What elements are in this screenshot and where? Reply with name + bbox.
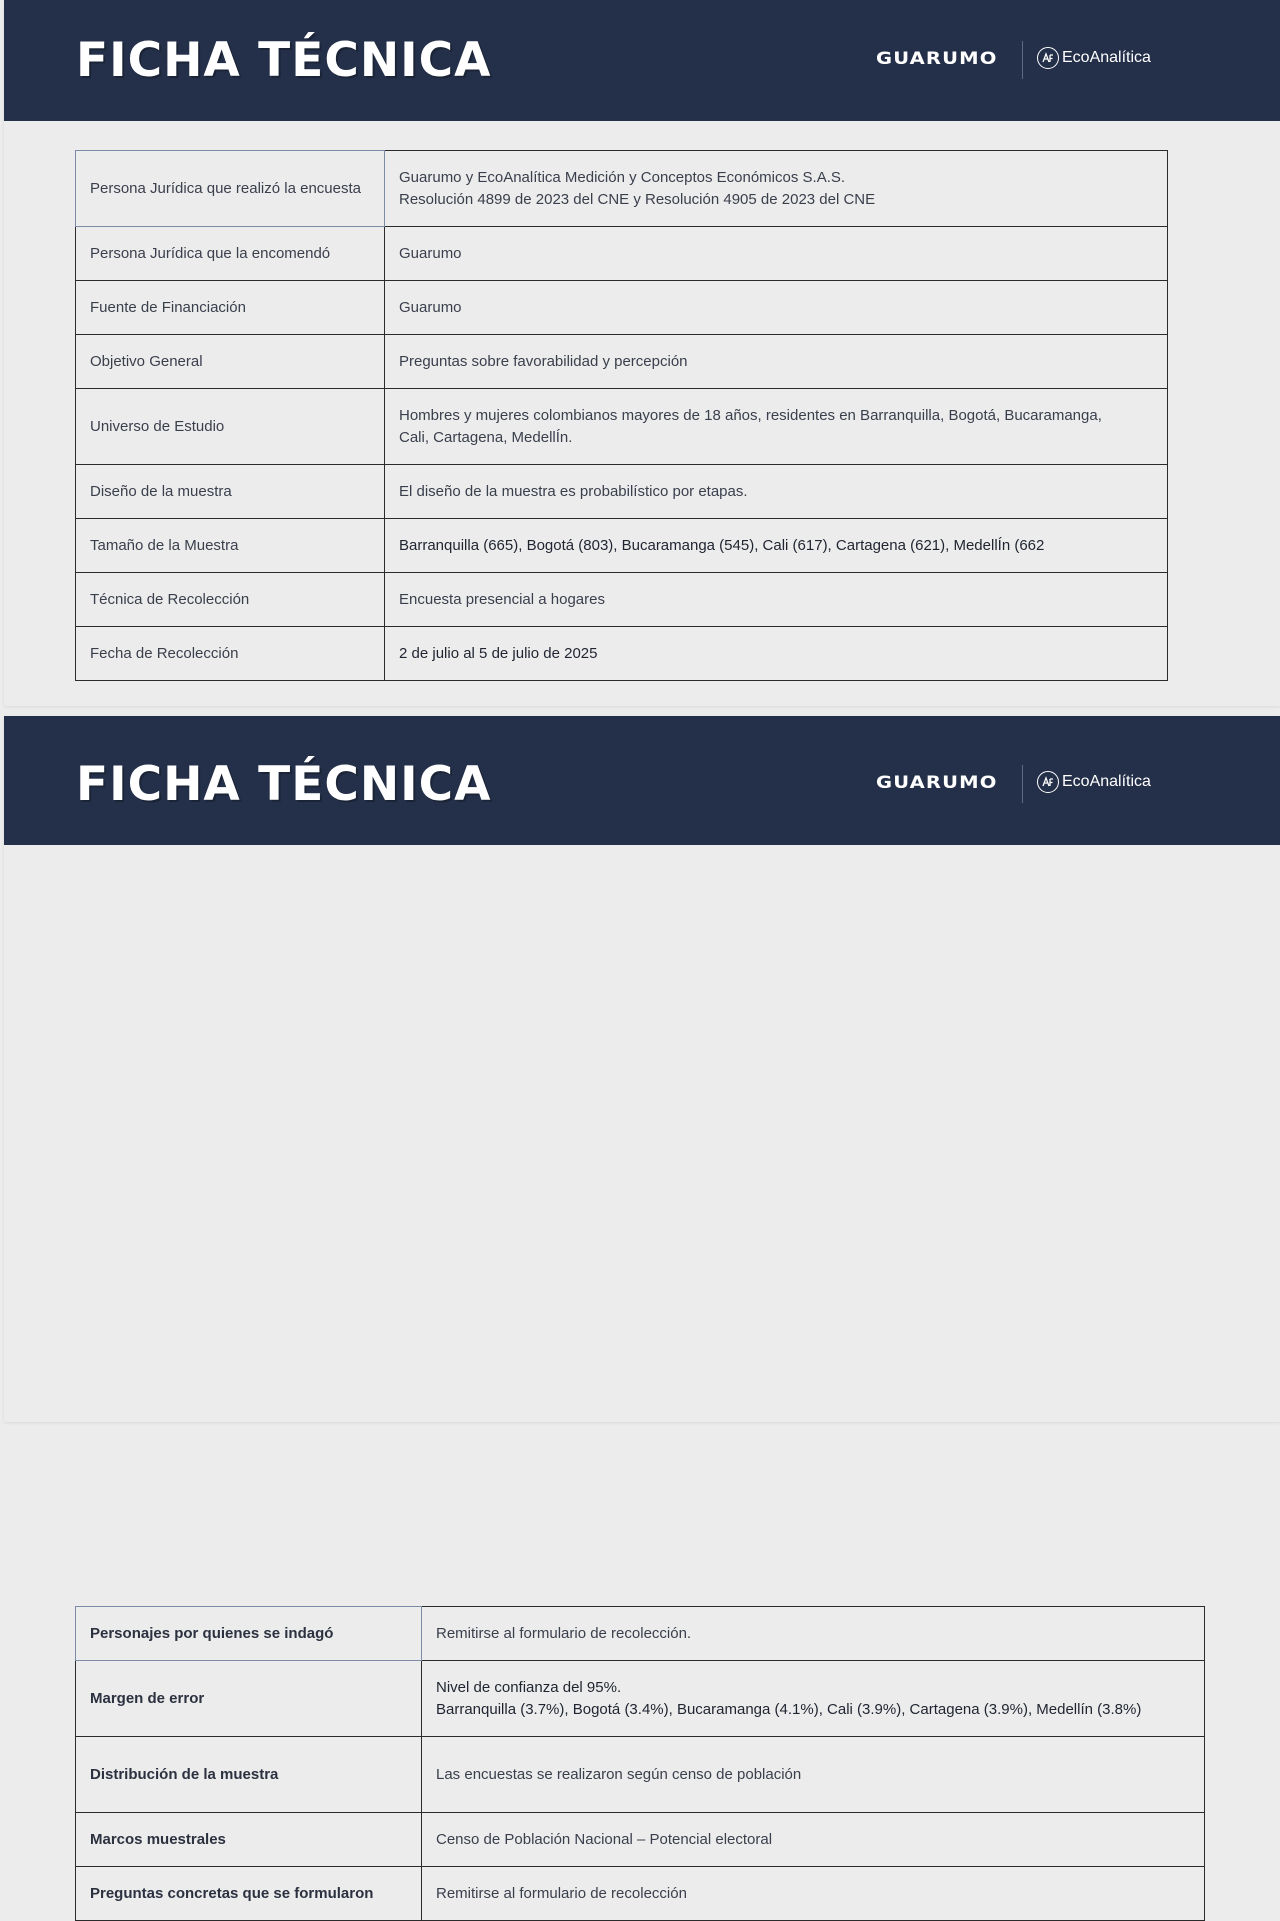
- table-row: [76, 573, 1168, 627]
- guarumo-logo: GUARUMO: [876, 773, 998, 793]
- table-row: [76, 1607, 1205, 1661]
- row-label: Margen de error: [76, 1661, 422, 1737]
- ecoanalitica-icon: [1037, 47, 1059, 69]
- row-value: Encuesta presencial a hogares: [385, 573, 1168, 627]
- row-value: Guarumo: [385, 227, 1168, 281]
- ecoanalitica-icon: [1037, 771, 1059, 793]
- ecoanalitica-label: EcoAnalítica: [1062, 773, 1151, 790]
- header-bar: [4, 716, 1280, 845]
- row-value: Las encuestas se realizaron según censo de población: [422, 1737, 1205, 1813]
- row-value: Preguntas sobre favorabilidad y percepción: [385, 335, 1168, 389]
- row-value-line: Guarumo y EcoAnalítica Medición y Conceptos Económicos S.A.S.: [399, 168, 846, 186]
- page-title: FICHA TÉCNICA: [76, 757, 492, 812]
- table-row: [76, 519, 1168, 573]
- row-label: Tamaño de la Muestra: [76, 519, 385, 573]
- header-bar: [4, 0, 1280, 121]
- table-row: [76, 465, 1168, 519]
- table-row: [76, 281, 1168, 335]
- row-label: Distribución de la muestra: [76, 1737, 422, 1813]
- technical-sheet-table: [75, 150, 1168, 681]
- row-value: [385, 151, 1168, 227]
- row-value-line: Nivel de confianza del 95%.: [436, 1678, 622, 1696]
- row-value: Guarumo: [385, 281, 1168, 335]
- table-row: [76, 1661, 1205, 1737]
- row-value: Remitirse al formulario de recolección: [422, 1867, 1205, 1921]
- ecoanalitica-label: EcoAnalítica: [1062, 49, 1151, 66]
- row-label: Marcos muestrales: [76, 1813, 422, 1867]
- row-value-line: Barranquilla (3.7%), Bogotá (3.4%), Bucaramanga (4.1%), Cali (3.9%), Cartagena (3.9%), Medellín (3.8%): [436, 1700, 1142, 1718]
- row-value: [422, 1661, 1205, 1737]
- row-label: Fuente de Financiación: [76, 281, 385, 335]
- row-label: Diseño de la muestra: [76, 465, 385, 519]
- table-row: [76, 1737, 1205, 1813]
- logo-divider: [1022, 765, 1023, 803]
- slide-1: [4, 0, 1280, 706]
- slide-2: [4, 716, 1280, 1902]
- row-label: Persona Jurídica que realizó la encuesta: [76, 151, 385, 227]
- row-value: Remitirse al formulario de recolección.: [422, 1607, 1205, 1661]
- table-row: [76, 227, 1168, 281]
- table-row: [76, 1867, 1205, 1921]
- row-value: Barranquilla (665), Bogotá (803), Bucaramanga (545), Cali (617), Cartagena (621), MedellÍn (662: [385, 519, 1168, 573]
- table-row: [76, 1813, 1205, 1867]
- row-label: Personajes por quienes se indagó: [76, 1607, 422, 1661]
- ecoanalitica-logo: [1037, 771, 1151, 793]
- guarumo-logo: GUARUMO: [876, 49, 998, 69]
- page-title: FICHA TÉCNICA: [76, 33, 492, 88]
- row-value: [385, 389, 1168, 465]
- table-row: [76, 389, 1168, 465]
- row-label: Universo de Estudio: [76, 389, 385, 465]
- ecoanalitica-logo: [1037, 47, 1151, 69]
- row-label: Fecha de Recolección: [76, 627, 385, 681]
- row-value: El diseño de la muestra es probabilístico por etapas.: [385, 465, 1168, 519]
- row-label: Objetivo General: [76, 335, 385, 389]
- row-value: Censo de Población Nacional – Potencial electoral: [422, 1813, 1205, 1867]
- logo-divider: [1022, 41, 1023, 79]
- row-value-line: Hombres y mujeres colombianos mayores de 18 años, residentes en Barranquilla, Bogotá, Bucaramanga,: [399, 406, 1102, 424]
- row-value-line: Cali, Cartagena, MedellÍn.: [399, 428, 573, 446]
- row-value: 2 de julio al 5 de julio de 2025: [385, 627, 1168, 681]
- row-label: Técnica de Recolección: [76, 573, 385, 627]
- row-value-line: Resolución 4899 de 2023 del CNE y Resolución 4905 de 2023 del CNE: [399, 190, 876, 208]
- table-row: [76, 151, 1168, 227]
- table-row: [76, 627, 1168, 681]
- row-label: Persona Jurídica que la encomendó: [76, 227, 385, 281]
- technical-sheet-table: [75, 1606, 1205, 1921]
- row-label: Preguntas concretas que se formularon: [76, 1867, 422, 1921]
- table-row: [76, 335, 1168, 389]
